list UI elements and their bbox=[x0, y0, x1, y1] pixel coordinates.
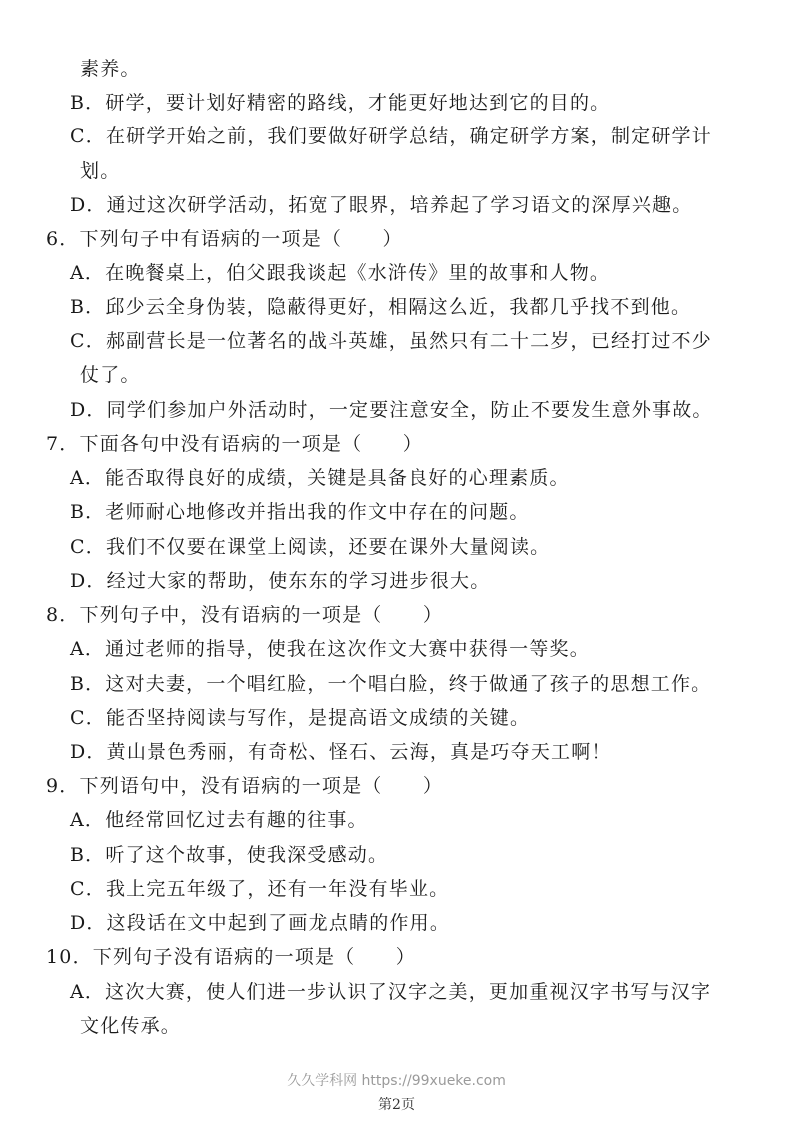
question-9-stem: 9．下列语句中，没有语病的一项是（ ） bbox=[46, 775, 444, 797]
question-7-option-b: B．老师耐心地修改并指出我的作文中存在的问题。 bbox=[70, 501, 530, 523]
question-8-option-c: C．能否坚持阅读与写作，是提高语文成绩的关键。 bbox=[70, 707, 531, 729]
question-10-option-a-continuation: 文化传承。 bbox=[80, 1015, 182, 1037]
question-8-stem: 8．下列句子中，没有语病的一项是（ ） bbox=[46, 604, 444, 626]
question-9-option-d: D．这段话在文中起到了画龙点睛的作用。 bbox=[70, 912, 451, 934]
question-8-option-b: B．这对夫妻，一个唱红脸，一个唱白脸，终于做通了孩子的思想工作。 bbox=[70, 673, 712, 695]
question-5-option-c-continuation: 划。 bbox=[80, 160, 121, 182]
question-10-option-a: A．这次大赛，使人们进一步认识了汉字之美，更加重视汉字书写与汉字 bbox=[70, 981, 712, 1003]
question-6-option-a: A．在晚餐桌上，伯父跟我谈起《水浒传》里的故事和人物。 bbox=[70, 262, 611, 284]
question-5-option-d: D．通过这次研学活动，拓宽了眼界，培养起了学习语文的深厚兴趣。 bbox=[70, 194, 693, 216]
question-6-option-c: C．郝副营长是一位著名的战斗英雄，虽然只有二十二岁，已经打过不少 bbox=[70, 330, 712, 352]
question-9-option-c: C．我上完五年级了，还有一年没有毕业。 bbox=[70, 878, 450, 900]
page-number: 第2页 bbox=[378, 1097, 415, 1113]
question-7-option-a: A．能否取得良好的成绩，关键是具备良好的心理素质。 bbox=[70, 467, 570, 489]
question-10-stem: 10．下列句子没有语病的一项是（ ） bbox=[46, 946, 416, 968]
question-5-option-a-continuation: 素养。 bbox=[80, 58, 141, 80]
question-8-option-a: A．通过老师的指导，使我在这次作文大赛中获得一等奖。 bbox=[70, 638, 590, 660]
question-9-option-a: A．他经常回忆过去有趣的往事。 bbox=[70, 809, 368, 831]
question-5-option-c: C．在研学开始之前，我们要做好研学总结，确定研学方案，制定研学计 bbox=[70, 125, 712, 147]
question-9-option-b: B．听了这个故事，使我深受感动。 bbox=[70, 844, 389, 866]
question-7-option-d: D．经过大家的帮助，使东东的学习进步很大。 bbox=[70, 570, 491, 592]
question-7-stem: 7．下面各句中没有语病的一项是（ ） bbox=[46, 433, 423, 455]
question-6-stem: 6．下列句子中有语病的一项是（ ） bbox=[46, 228, 403, 250]
question-6-option-b: B．邱少云全身伪装，隐蔽得更好，相隔这么近，我都几乎找不到他。 bbox=[70, 296, 692, 318]
footer-watermark: 久久学科网 https://99xueke.com bbox=[287, 1073, 506, 1089]
question-5-option-b: B．研学，要计划好精密的路线，才能更好地达到它的目的。 bbox=[70, 92, 611, 114]
question-7-option-c: C．我们不仅要在课堂上阅读，还要在课外大量阅读。 bbox=[70, 536, 551, 558]
question-6-option-d: D．同学们参加户外活动时，一定要注意安全，防止不要发生意外事故。 bbox=[70, 399, 713, 421]
question-6-option-c-continuation: 仗了。 bbox=[80, 364, 141, 386]
question-8-option-d: D．黄山景色秀丽，有奇松、怪石、云海，真是巧夺天工啊！ bbox=[70, 741, 612, 763]
